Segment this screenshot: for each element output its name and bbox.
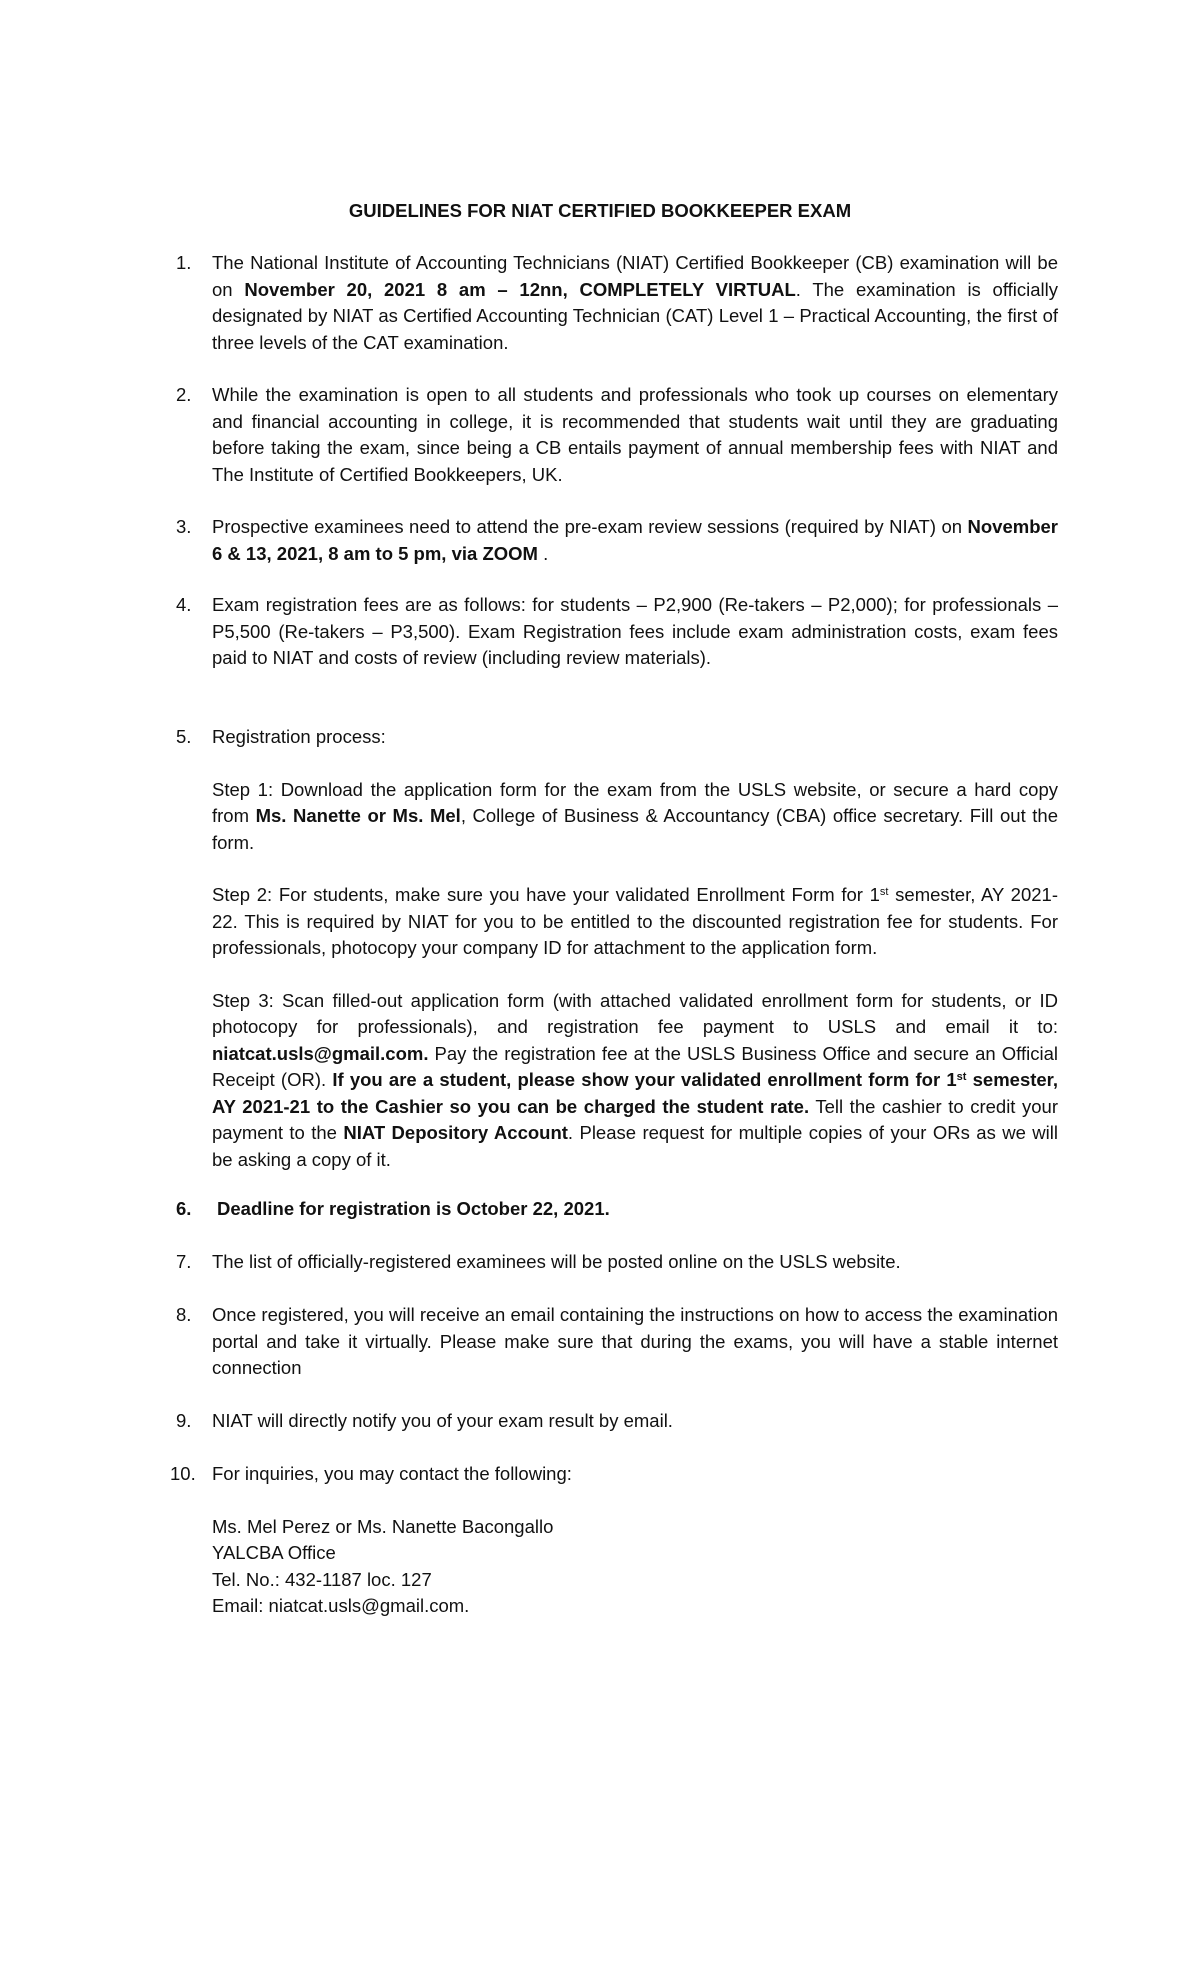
item-number: 7. — [176, 1251, 192, 1272]
item-text: Deadline for registration is October 22, 2021. — [217, 1198, 610, 1219]
item-text: While the examination is open to all students and professionals who took up courses on elementary and financial accounting in college, it is recommended that students wait until they are graduating before taking the exam, since being a CB entails payment of annual membership fees with NIAT and The Institute of Certified Bookkeepers, UK. — [212, 384, 1058, 485]
item-number: 2. — [176, 384, 192, 405]
item-text: The National Institute of Accounting Technicians (NIAT) Certified Bookkeeper (CB) examination will be on November 20, 2021 8 am – 12nn, COMPLETELY VIRTUAL. The examination is officially designated by NIAT as Certified Accounting Technician (CAT) Level 1 – Practical Accounting, the first of three levels of the CAT examination. — [212, 252, 1059, 353]
item-text: Once registered, you will receive an email containing the instructions on how to access the examination portal and take it virtually. Please make sure that during the exams, you will have a stable internet connection — [212, 1304, 1058, 1378]
item-number: 9. — [176, 1410, 192, 1431]
item-number: 8. — [176, 1304, 192, 1325]
item-text: NIAT will directly notify you of your exam result by email. — [212, 1410, 673, 1431]
item-number: 5. — [176, 726, 192, 747]
contact-phone: Tel. No.: 432-1187 loc. 127 — [212, 1568, 432, 1590]
item-text: The list of officially-registered examinees will be posted online on the USLS website. — [212, 1251, 901, 1272]
item-heading: Registration process: — [212, 726, 386, 747]
step-1: Step 1: Download the application form for the exam from the USLS website, or secure a hard copy from Ms. Nanette or Ms. Mel, College of Business & Accountancy (CBA) office secretary. Fill out the form. — [212, 778, 1059, 853]
item-text: For inquiries, you may contact the following: — [212, 1463, 572, 1484]
item-text: Prospective examinees need to attend the pre-exam review sessions (required by NIAT) on November 6 & 13, 2021, 8 am to 5 pm, via ZOOM . — [212, 516, 1058, 564]
item-number: 3. — [176, 516, 192, 537]
step-2: Step 2: For students, make sure you have your validated Enrollment Form for 1st semester, AY 2021-22. This is required by NIAT for you to be entitled to the discounted registration fee for students. For professionals, photocopy your company ID for attachment to the application form. — [212, 884, 1058, 958]
email-link: niatcat.usls@gmail.com. — [212, 1042, 429, 1064]
item-number: 10. — [170, 1463, 196, 1484]
contact-office: YALCBA Office — [212, 1542, 336, 1563]
item-number: 6. — [176, 1198, 192, 1219]
page-title: GUIDELINES FOR NIAT CERTIFIED BOOKKEEPER EXAM — [348, 200, 852, 221]
contact-email: Email: niatcat.usls@gmail.com. — [212, 1595, 470, 1616]
contact-name: Ms. Mel Perez or Ms. Nanette Bacongallo — [212, 1515, 554, 1537]
item-text: Exam registration fees are as follows: for students – P2,900 (Re-takers – P2,000); for professionals – P5,500 (Re-takers – P3,500). Exam Registration fees include exam administration costs, exam fees paid to NIAT and costs of review (including review materials). — [212, 594, 1058, 668]
step-3: Step 3: Scan filled-out application form (with attached validated enrollment form for students, or ID photocopy for professionals), and registration fee payment to USLS and email it to: niatcat.usls@gmail.com. Pay the registration fee at the USLS Business Office and secure an Official Receipt (OR). If you are a student, please show your validated enrollment form for 1st semester, AY 2021-21 to the Cashier so you can be charged the student rate. Tell the cashier to credit your payment to the NIAT Depository Account. Please request for multiple copies of your ORs as we will be asking a copy of it. — [212, 989, 1059, 1170]
item-number: 4. — [176, 594, 192, 615]
item-number: 1. — [176, 252, 192, 273]
